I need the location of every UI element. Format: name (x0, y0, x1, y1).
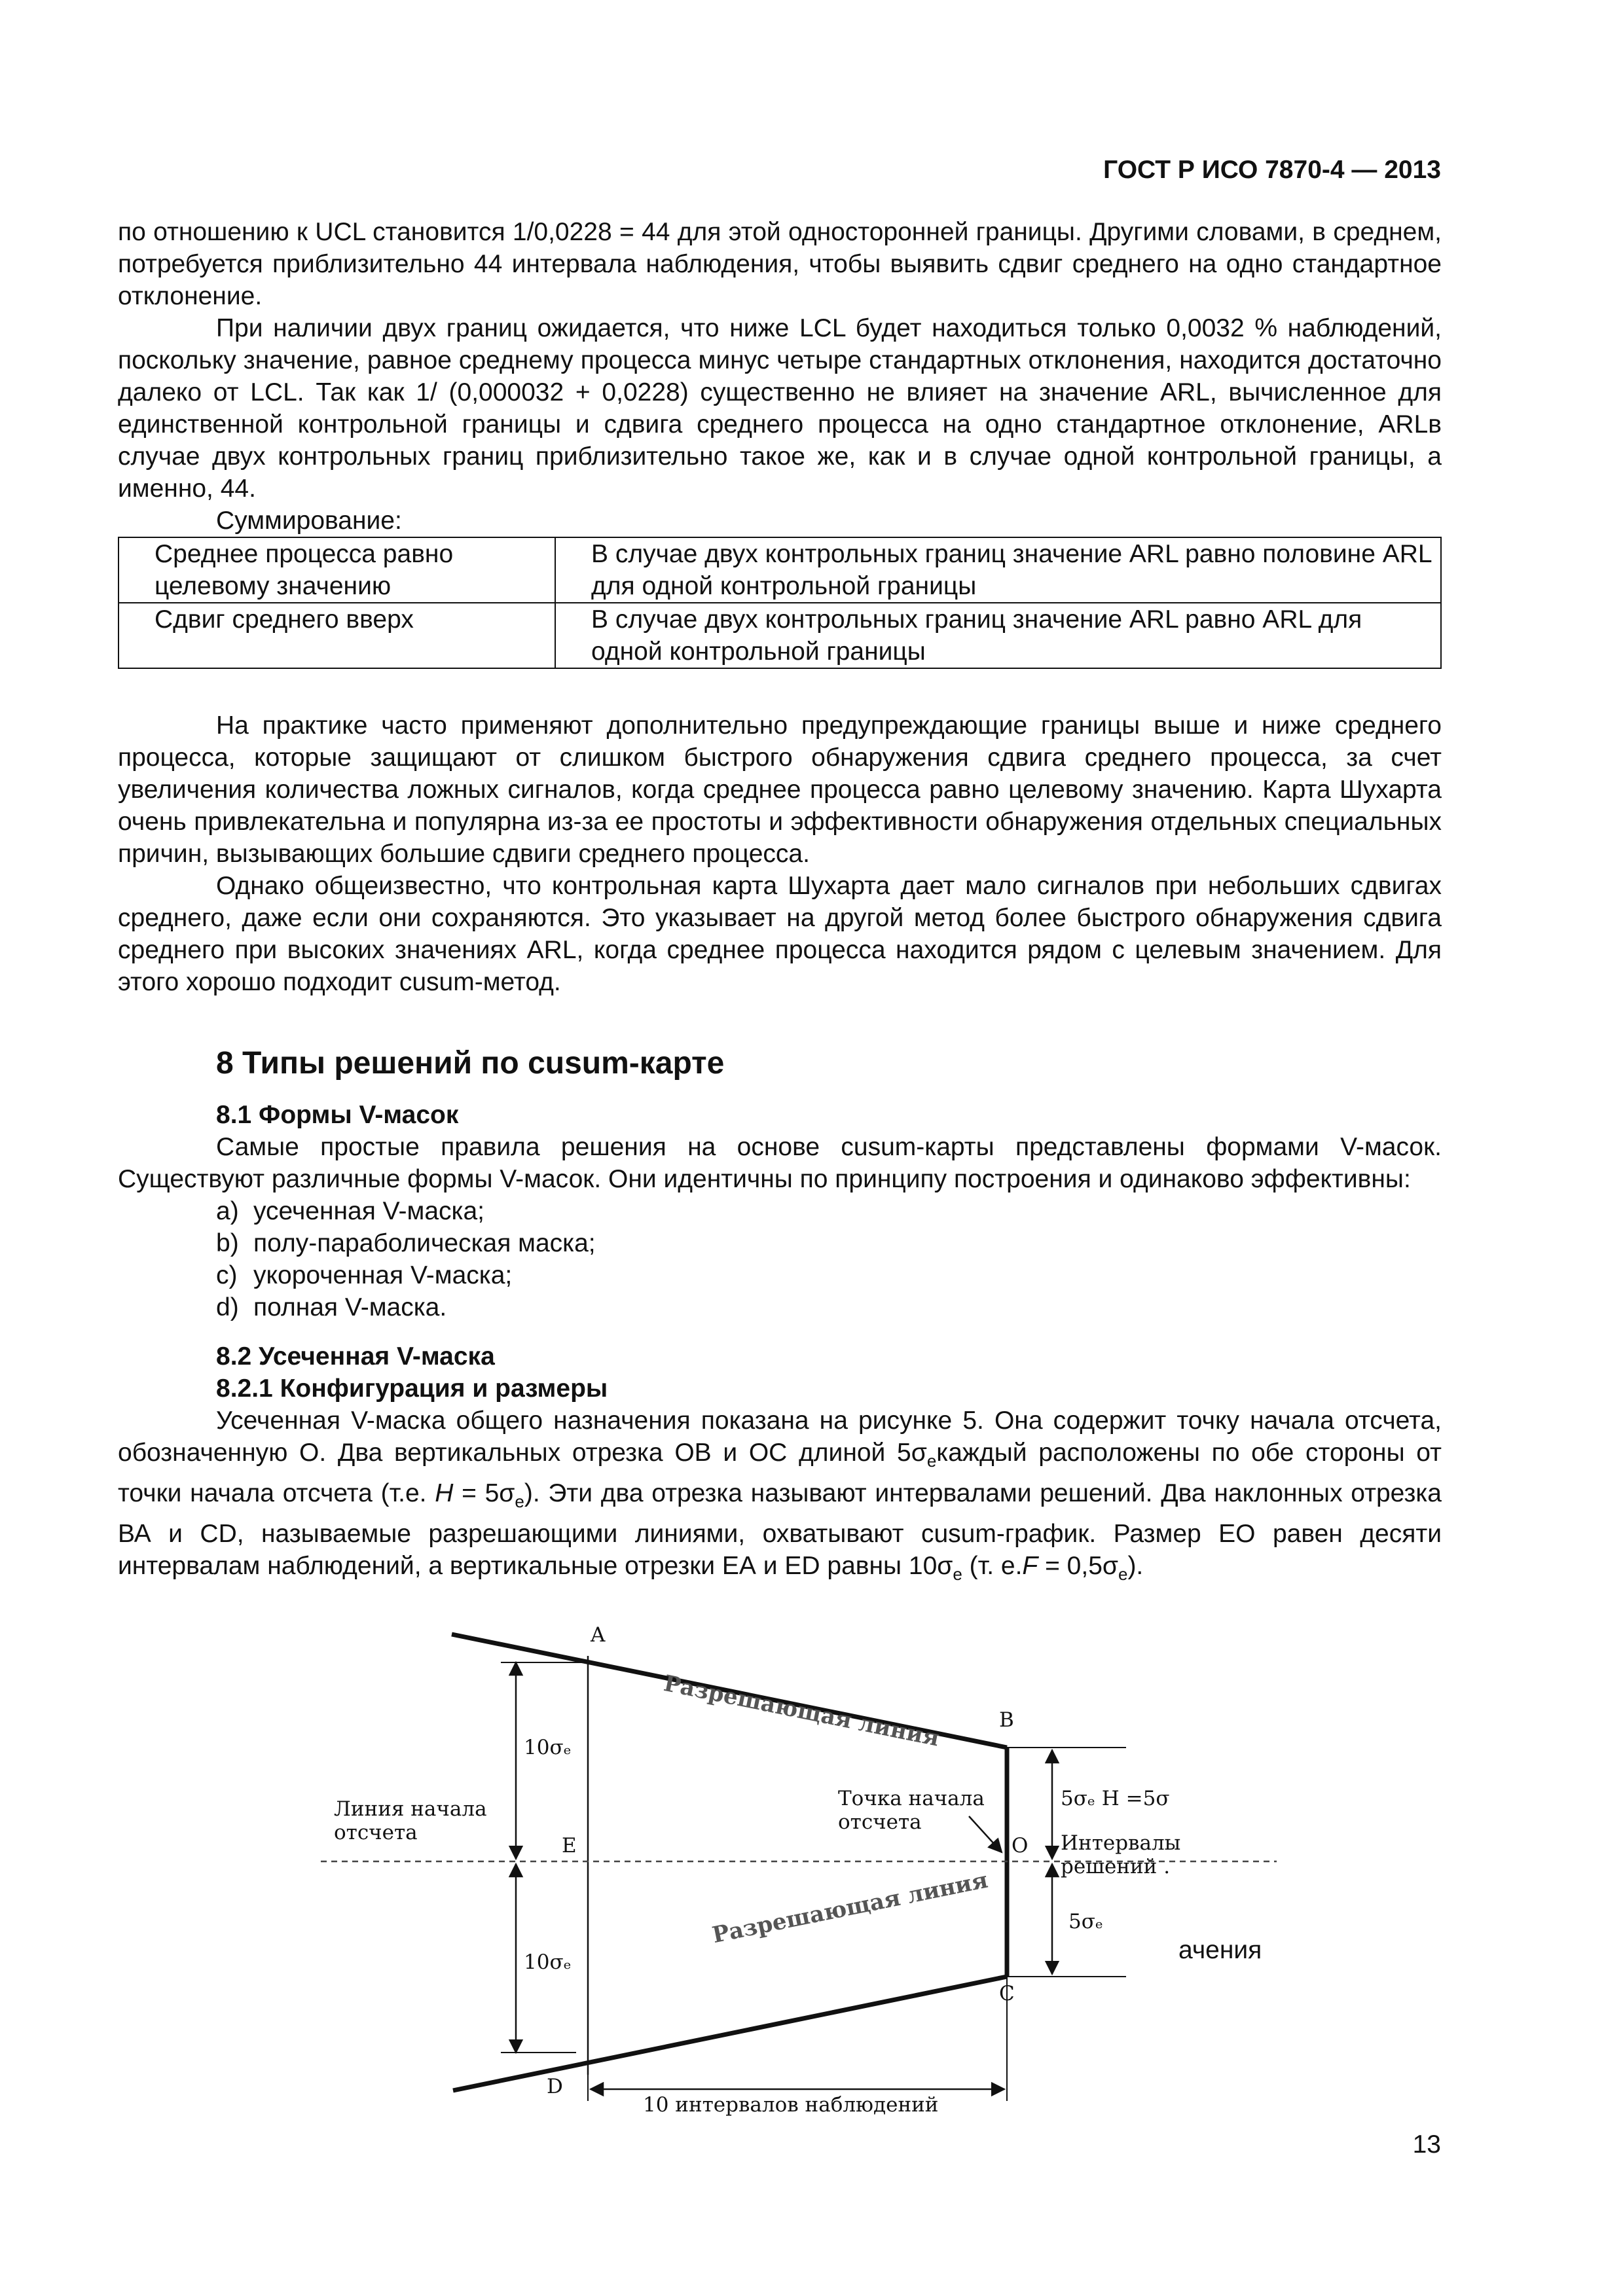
table-row (119, 537, 1441, 603)
upper-dim-label: 10σₑ (524, 1736, 572, 1759)
paragraph: На практике часто применяют дополнительно предупреждающие границы выше и ниже среднего процесса, которые защищают от слишком быстрого обнаружения сдвига среднего процесса, за счет увеличения количества ложных сигналов, когда среднее процесса равно целевому значению. Карта Шухарта очень привлекательна и популярна из-за ее простоты и эффективности обнаружения отдельных специальных причин, вызывающих большие сдвиги среднего процесса. (118, 711, 1442, 868)
list-item: c) укороченная V-маска; (216, 1261, 513, 1289)
lower-decision-line (453, 1977, 1007, 2090)
bottom-dim-label: 10 интервалов наблюдений (643, 2093, 939, 2117)
summary-label: Суммирование: (216, 507, 402, 535)
point-e-label: E (562, 1834, 577, 1857)
point-a-label: A (591, 1623, 606, 1647)
list-item: a) усеченная V-маска; (216, 1197, 484, 1225)
subsection-title: 8.2.1 Конфигурация и размеры (216, 1374, 608, 1403)
table-cell: В случае двух контрольных границ значение ARL равно половине ARL для одной контрольной границы (555, 537, 1441, 603)
subsection-title: 8.2 Усеченная V-маска (216, 1342, 495, 1371)
summary-table (118, 537, 1442, 669)
upper-decision-line-label: Разрешающая линия (661, 1670, 942, 1752)
section-title: 8 Типы решений по cusum-карте (216, 1046, 725, 1081)
right-top-dim-label: 5σₑ H =5σ (1061, 1787, 1170, 1810)
table-cell: Среднее процесса равно целевому значению (119, 537, 555, 603)
lower-dim-label: 10σₑ (524, 1950, 572, 1974)
document-header: ГОСТ Р ИСО 7870-4 — 2013 (1103, 156, 1441, 184)
page-number: 13 (1412, 2130, 1441, 2159)
mask-types-list (118, 1195, 1442, 1323)
paragraph: При наличии двух границ ожидается, что ниже LCL будет находиться только 0,0032 % наблюдений, поскольку значение, равное среднему процесса минус четыре стандартных отклонения, находится достаточно далеко от LCL. Так как 1/ (0,000032 + 0,0228) существенно не влияет на значение ARL, вычисленное для единственной контрольной границы и сдвига среднего процесса на одно стандартное отклонение, ARLв случае двух контрольных границ приблизительно такое же, как и в случае одной контрольной границы, а именно, 44. (118, 314, 1442, 503)
list-item: d) полная V-маска. (216, 1293, 447, 1321)
page-content (118, 216, 1442, 1590)
list-item: b) полу-параболическая маска; (216, 1229, 596, 1257)
table-cell: Сдвиг среднего вверх (119, 603, 555, 668)
origin-line-label: Линия начала отсчета (334, 1797, 487, 1844)
paragraph: Самые простые правила решения на основе cusum-карты представлены формами V-масок. Существуют различные формы V-масок. Они идентичны по принципу построения и одинаково эффективны: (118, 1133, 1442, 1193)
table-cell: В случае двух контрольных границ значение ARL равно ARL для одной контрольной границы (555, 603, 1441, 668)
paragraph: Однако общеизвестно, что контрольная карта Шухарта дает мало сигналов при небольших сдвигах среднего, даже если они сохраняются. Это указывает на другой метод более быстрого обнаружения сдвига среднего при высоких значениях ARL, когда среднее процесса находится рядом с целевым значением. Для этого хорошо подходит cusum-метод. (118, 872, 1442, 996)
point-d-label: D (547, 2075, 563, 2098)
point-o-label: O (1012, 1834, 1029, 1857)
v-mask-figure (321, 1623, 1277, 2121)
decision-intervals-label: Интервалы решений . (1061, 1831, 1181, 1878)
right-bottom-dim-label: 5σₑ (1068, 1910, 1103, 1933)
paragraph: по отношению к UCL становится 1/0,0228 = 44 для этой односторонней границы. Другими словами, в среднем, потребуется приблизительно 44 интервала наблюдения, чтобы выявить сдвиг среднего на одно стандартное отклонение. (118, 218, 1442, 310)
subsection-title: 8.1 Формы V-масок (216, 1101, 459, 1129)
stray-text: ачения (1178, 1936, 1262, 1964)
origin-point-label: Точка начала отсчета (838, 1787, 985, 1834)
point-b-label: B (999, 1708, 1014, 1732)
table-row (119, 603, 1441, 668)
paragraph-configuration: Усеченная V-маска общего назначения показана на рисунке 5. Она содержит точку начала отсчета, обозначенную О. Два вертикальных отрезка ОВ и ОС длиной $5\sigma_eкаждый$ расположены по обе стороны от точки начала отсчета (т.е. $H = 5\sigma_e$). Эти два отрезка называют интервалами решений. Два наклонных отрезка ВА и CD, называемые разрешающими линиями, охватывают cusum-график. Размер ЕО равен десяти интервалам наблюдений, а вертикальные отрезки ЕА и ED равны $10\sigma_e$ (т. $е.F = 0,5\sigma_e$). (118, 1407, 1442, 1584)
point-c-label: C (999, 1982, 1015, 2005)
lower-decision-line-label: Разрешающая линия (710, 1867, 991, 1949)
